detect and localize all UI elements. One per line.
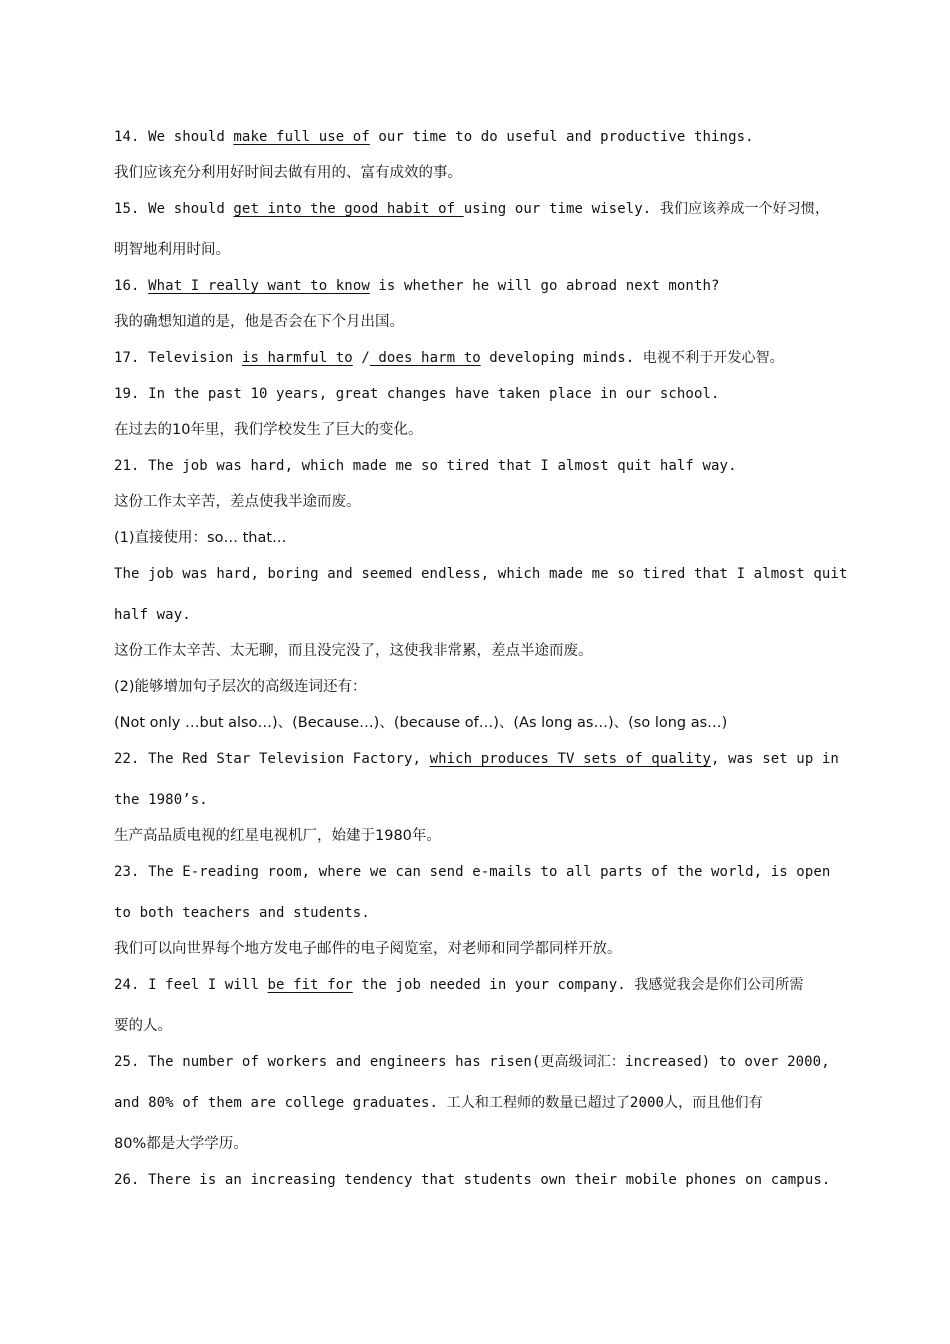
sentence-17: [114, 348, 854, 368]
translation-21: 这份工作太辛苦，差点使我半途而废。: [114, 494, 361, 510]
sentence-22-line2: the 1980’s.: [114, 792, 208, 808]
sentence-14: [114, 127, 854, 147]
underlined-phrase: is harmful to: [241, 350, 353, 366]
sentence-15: [114, 199, 854, 219]
translation-22: 生产高品质电视的红星电视机厂，始建于1980年。: [114, 828, 441, 844]
translation-16: 我的确想知道的是，他是否会在下个月出国。: [114, 314, 404, 330]
text: using our time wisely. 我们应该养成一个好习惯，: [463, 201, 830, 217]
example-21-line2: half way.: [114, 607, 191, 623]
text: /: [352, 350, 370, 366]
underlined-phrase: make full use of: [233, 129, 370, 145]
sentence-26: 26. There is an increasing tendency that students own their mobile phones on campus.: [114, 1172, 831, 1188]
translation-19: 在过去的10年里，我们学校发生了巨大的变化。: [114, 422, 423, 438]
text: 24. I feel I will: [114, 977, 268, 993]
text: is whether he will go abroad next month?: [369, 278, 720, 294]
text: developing minds. 电视不利于开发心智。: [480, 350, 784, 366]
sentence-25-line3: 80%都是大学学历。: [114, 1136, 248, 1152]
underlined-phrase: get into the good habit of: [233, 201, 464, 217]
underlined-phrase: What I really want to know: [148, 278, 370, 294]
translation-15: 明智地利用时间。: [114, 242, 230, 258]
text: 15. We should: [114, 201, 234, 217]
note-21-2: (2)能够增加句子层次的高级连词还有：: [114, 679, 367, 695]
sentence-23: 23. The E-reading room, where we can send e-mails to all parts of the world, is open: [114, 864, 831, 880]
translation-23: 我们可以向世界每个地方发电子邮件的电子阅览室，对老师和同学都同样开放。: [114, 941, 622, 957]
text: 14. We should: [114, 129, 234, 145]
translation-21-example: 这份工作太辛苦、太无聊，而且没完没了，这使我非常累，差点半途而废。: [114, 643, 593, 659]
text: 22. The Red Star Television Factory,: [114, 751, 430, 767]
translation-14: 我们应该充分利用好时间去做有用的、富有成效的事。: [114, 165, 462, 181]
text: our time to do useful and productive things.: [369, 129, 754, 145]
sentence-19: 19. In the past 10 years, great changes have taken place in our school.: [114, 386, 720, 402]
underlined-phrase: which produces TV sets of quality: [429, 751, 712, 767]
underlined-phrase: does harm to: [369, 350, 481, 366]
text: 17. Television: [114, 350, 242, 366]
sentence-24-line2: 要的人。: [114, 1018, 172, 1034]
sentence-25-line2: and 80% of them are college graduates. 工人和工程师的数量已超过了2000人，而且他们有: [114, 1095, 763, 1111]
note-21-3: (Not only …but also…)、(Because…)、(because of…)、(As long as…)、(so long as…): [114, 715, 728, 731]
note-21-1: (1)直接使用：so… that…: [114, 530, 287, 546]
sentence-22: [114, 749, 854, 769]
example-21-line1: The job was hard, boring and seemed endless, which made me so tired that I almost quit: [114, 566, 848, 582]
underlined-phrase: be fit for: [267, 977, 353, 993]
text: 16.: [114, 278, 149, 294]
text: the job needed in your company. 我感觉我会是你们公司所需: [352, 977, 804, 993]
sentence-25: 25. The number of workers and engineers has risen(更高级词汇：increased) to over 2000,: [114, 1054, 830, 1070]
sentence-16: [114, 276, 854, 296]
text: , was set up in: [711, 751, 839, 767]
sentence-21: 21. The job was hard, which made me so tired that I almost quit half way.: [114, 458, 737, 474]
sentence-24: [114, 975, 854, 995]
sentence-23-line2: to both teachers and students.: [114, 905, 370, 921]
